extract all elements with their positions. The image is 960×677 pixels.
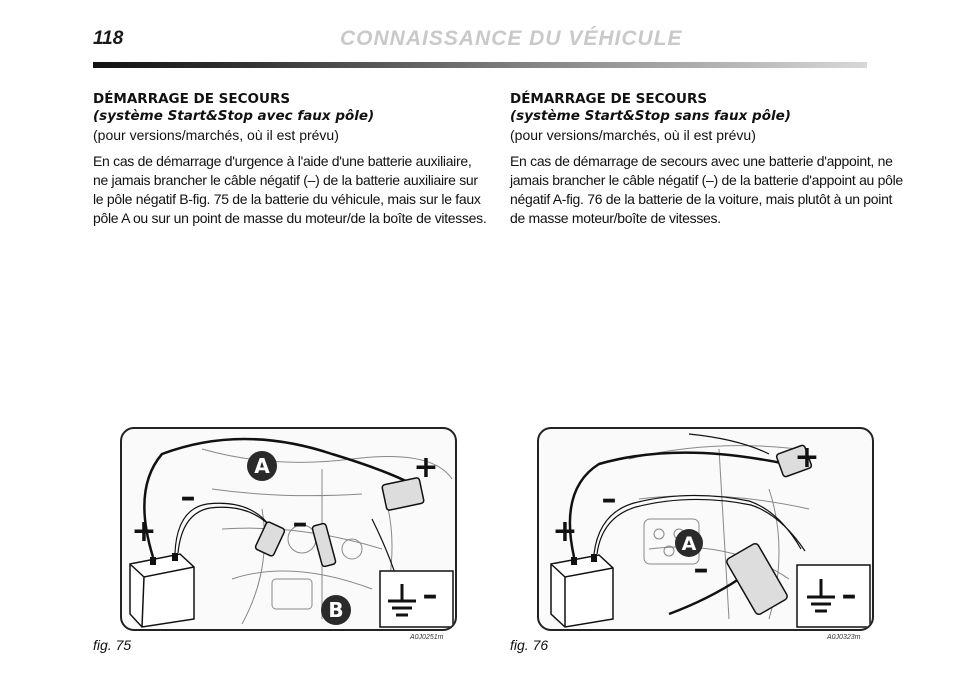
figure-75-drawing bbox=[122, 429, 455, 629]
minus-sign: – bbox=[180, 480, 196, 515]
figure-75-caption: fig. 75 bbox=[93, 637, 132, 653]
section-subtitle: (système Start&Stop avec faux pôle) bbox=[93, 108, 375, 124]
header-title: CONNAISSANCE DU VÉHICULE bbox=[340, 27, 683, 50]
plus-sign: + bbox=[131, 514, 157, 549]
section-subtitle: (système Start&Stop sans faux pôle) bbox=[510, 108, 791, 124]
figure-75-code: A0J0251m bbox=[410, 634, 444, 641]
section-note: (pour versions/marchés, où il est prévu) bbox=[93, 127, 339, 143]
section-right bbox=[510, 91, 905, 228]
figure-76-drawing bbox=[539, 429, 872, 629]
figure-76-caption: fig. 76 bbox=[510, 637, 549, 653]
section-body: En cas de démarrage de secours avec une batterie d'appoint, ne jamais brancher le câble négatif (–) de la batterie d'appoint au pôle négatif A-fig. 76 de la batterie de la voiture, mais plutôt à un point de masse moteur/boîte de vitesses. bbox=[510, 153, 903, 226]
plus-sign: + bbox=[794, 440, 820, 475]
section-left bbox=[93, 91, 488, 228]
plus-sign: + bbox=[552, 514, 578, 549]
page-number: 118 bbox=[93, 28, 124, 49]
minus-sign: – bbox=[292, 506, 308, 541]
minus-sign: – bbox=[422, 578, 438, 613]
minus-sign: – bbox=[841, 578, 857, 613]
figure-76-illustration bbox=[537, 427, 874, 631]
figure-76-code: A0J0323m bbox=[827, 634, 861, 641]
section-note: (pour versions/marchés, où il est prévu) bbox=[510, 127, 756, 143]
plus-sign: + bbox=[413, 450, 439, 485]
figure-75-illustration bbox=[120, 427, 457, 631]
label-a: A bbox=[254, 454, 270, 478]
header-rule bbox=[93, 62, 867, 68]
label-a: A bbox=[681, 533, 697, 555]
section-body: En cas de démarrage d'urgence à l'aide d'une batterie auxiliaire, ne jamais brancher le câble négatif (–) de la batterie auxiliaire sur le pôle négatif B-fig. 75 de la batterie du véhicule, mais sur le faux pôle A ou sur un point de masse du moteur/de la boîte de vitesses. bbox=[93, 153, 487, 226]
minus-sign: – bbox=[601, 482, 617, 517]
section-title: DÉMARRAGE DE SECOURS bbox=[93, 91, 291, 107]
section-title: DÉMARRAGE DE SECOURS bbox=[510, 91, 708, 107]
minus-sign: – bbox=[693, 552, 709, 587]
label-b: B bbox=[328, 598, 344, 622]
